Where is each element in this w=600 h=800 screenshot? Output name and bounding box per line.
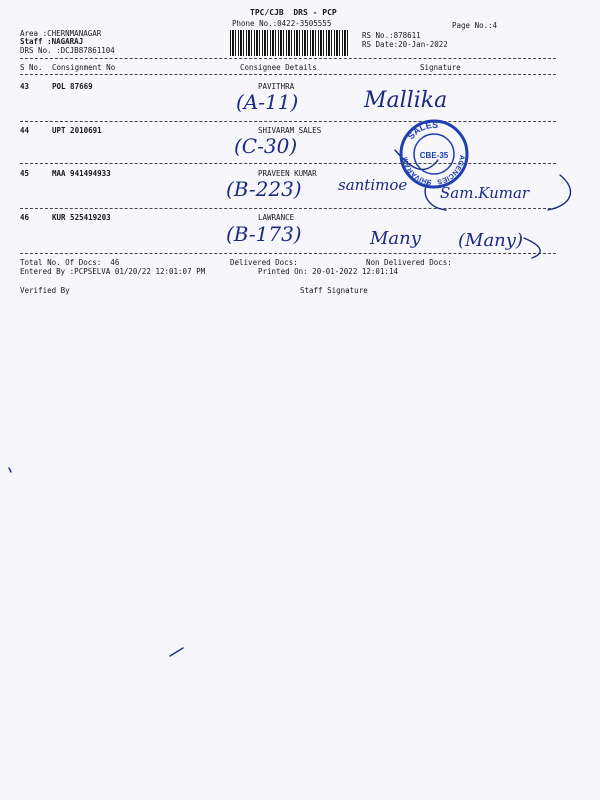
svg-text:SHIVARAM: SHIVARAM bbox=[402, 156, 433, 186]
divider bbox=[20, 74, 556, 75]
row-consignee: LAWRANCE bbox=[258, 213, 295, 222]
handwritten-signature: Many bbox=[370, 228, 421, 249]
row-sno: 44 bbox=[20, 126, 30, 135]
rs-number: RS No.:878611 bbox=[362, 31, 421, 40]
delivered-docs: Delivered Docs: bbox=[230, 258, 298, 267]
row-consignment: MAA 941494933 bbox=[52, 169, 111, 178]
company-stamp bbox=[398, 118, 470, 190]
handwritten-code: (B-173) bbox=[226, 222, 302, 246]
col-sno: S No. bbox=[20, 63, 43, 72]
row-sno: 46 bbox=[20, 213, 30, 222]
row-sno: 45 bbox=[20, 169, 30, 178]
area-label: Area :CHERNMANAGAR bbox=[20, 29, 102, 38]
handwritten-signature: Sam.Kumar bbox=[440, 184, 530, 202]
handwritten-signature: (Many) bbox=[458, 230, 523, 251]
document-title: TPC/CJB DRS - PCP bbox=[250, 8, 337, 17]
verified-by: Verified By bbox=[20, 286, 70, 295]
page-number: Page No.:4 bbox=[452, 21, 498, 30]
handwritten-signature: santimoe bbox=[338, 176, 408, 194]
rs-date: RS Date:20-Jan-2022 bbox=[362, 40, 448, 49]
divider bbox=[20, 58, 556, 59]
divider bbox=[20, 208, 556, 209]
handwritten-code: (A-11) bbox=[236, 90, 299, 114]
divider bbox=[20, 121, 556, 122]
row-consignee: PRAVEEN KUMAR bbox=[258, 169, 317, 178]
row-consignment: KUR 525419203 bbox=[52, 213, 111, 222]
row-consignment: UPT 2010691 bbox=[52, 126, 102, 135]
handwritten-code: (C-30) bbox=[234, 134, 298, 158]
row-consignee: SHIVARAM SALES bbox=[258, 126, 322, 135]
row-consignee: PAVITHRA bbox=[258, 82, 295, 91]
col-consignment: Consignment No bbox=[52, 63, 116, 72]
barcode bbox=[230, 30, 350, 56]
row-sno: 43 bbox=[20, 82, 30, 91]
phone-number: Phone No.:0422-3505555 bbox=[232, 19, 332, 28]
printed-on: Printed On: 20-01-2022 12:01:14 bbox=[258, 267, 398, 276]
col-signature: Signature bbox=[420, 63, 461, 72]
entered-by: Entered By :PCPSELVA 01/20/22 12:01:07 PM bbox=[20, 267, 206, 276]
drs-number: DRS No. :DCJB87861104 bbox=[20, 46, 115, 55]
divider bbox=[20, 253, 556, 254]
svg-text:CBE-35: CBE-35 bbox=[419, 151, 449, 160]
svg-text:AGENCIES: AGENCIES bbox=[436, 154, 466, 185]
total-docs: Total No. Of Docs: 46 bbox=[20, 258, 120, 267]
col-consignee: Consignee Details bbox=[240, 63, 317, 72]
staff-signature-label: Staff Signature bbox=[300, 286, 368, 295]
staff-label: Staff :NAGARAJ bbox=[20, 37, 84, 46]
handwritten-signature: Mallika bbox=[364, 88, 448, 113]
non-delivered-docs: Non Delivered Docs: bbox=[366, 258, 452, 267]
svg-text:SALES: SALES bbox=[405, 119, 439, 142]
handwritten-code: (B-223) bbox=[226, 177, 302, 201]
stamp-seal bbox=[398, 118, 470, 190]
divider bbox=[20, 163, 556, 164]
row-consignment: POL 87669 bbox=[52, 82, 93, 91]
